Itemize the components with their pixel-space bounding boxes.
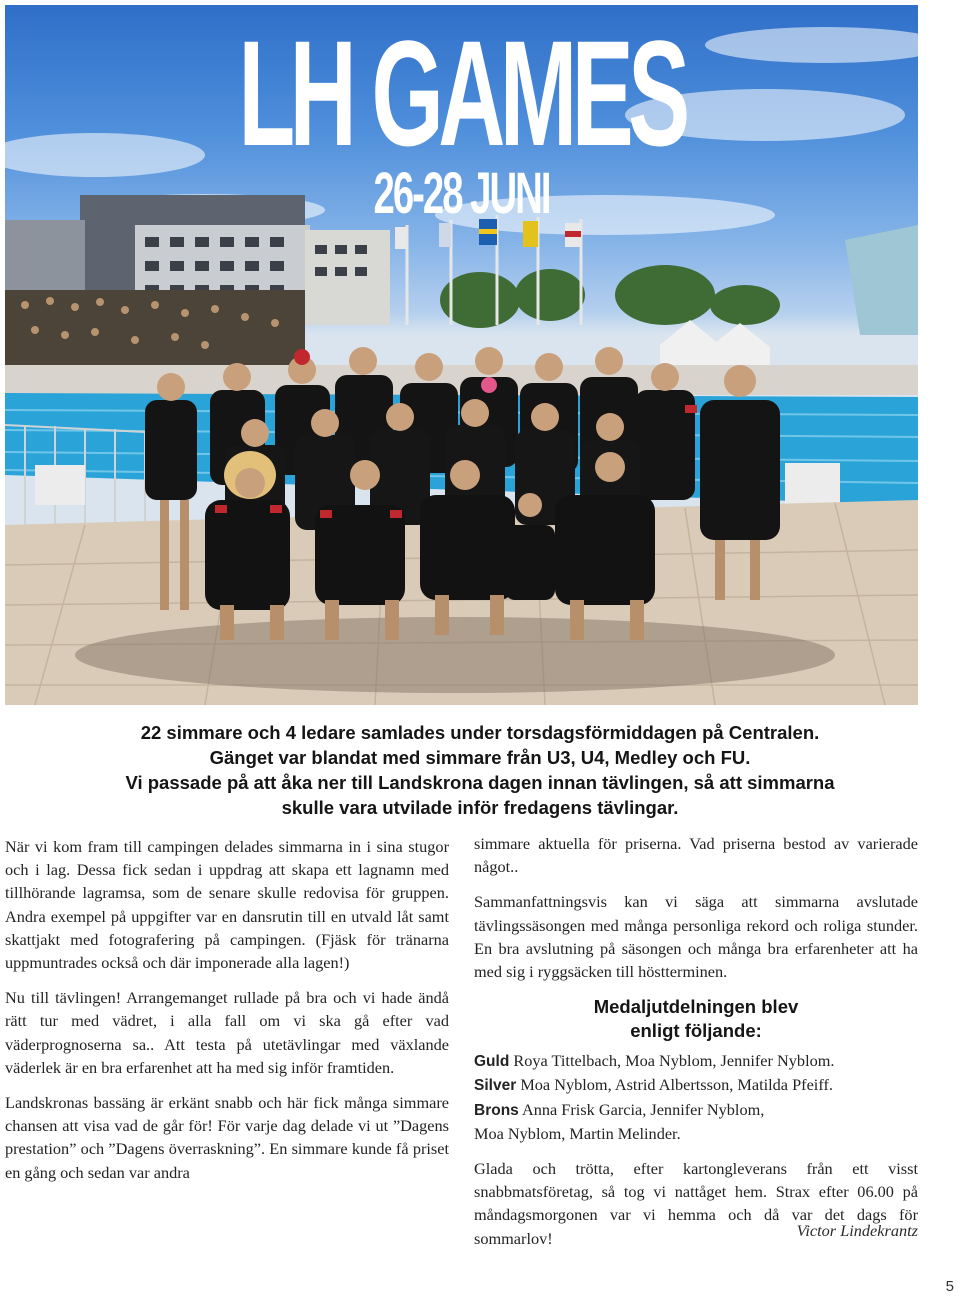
medal-names-bronze: Anna Frisk Garcia, Jennifer Nyblom,: [521, 1099, 765, 1119]
medal-names-silver: Moa Nyblom, Astrid Albertsson, Matilda Pfeiff.: [520, 1075, 833, 1095]
lane-block-7: [785, 463, 840, 505]
lead-line: skulle vara utvilade inför fredagens tävlingar.: [281, 797, 679, 818]
trees: [440, 265, 780, 328]
lead-line: Gänget var blandat med simmare från U3, U4, Medley och FU.: [209, 747, 751, 768]
closing-paragraph: Glada och trötta, efter kartongleverans från ett visst snabbmatsföretag, så tog vi nattåget hem. Strax efter 06.00 på måndagsmorgonen var vi hemma och då var det dags för sommarlov!: [474, 1159, 918, 1248]
body-paragraph: Landskronas bassäng är erkänt snabb och här fick många simmare chansen att visa vad de går för! För varje dag delade vi ut ”Dagens prestation” och ”Dagens överraskning”. En simmare kunde få priset en gång och sedan var andra: [5, 1093, 449, 1182]
body-paragraph: Nu till tävlingen! Arrangemanget rullade på bra och vi hade ändå rätt tur med vädret, i alla fall om vi ska gå efter vad väderprognoserna sa.. Att testa på utetävlingar med växlande väderlek är en bra erfarenhet att ha med sig inför framtiden.: [5, 988, 449, 1077]
group-shadow: [75, 617, 835, 693]
body-paragraph: När vi kom fram till campingen delades simmarna in i sina stugor och i lag. Dessa fick sedan i uppdrag att skapa ett lagnamn med tillhörande lagramsa, som de senare skulle redovisa för gruppen. Andra exempel på uppgifter var en dansrutin till en utvald låt samt skattjakt med fotografering på campingen. (Fjäsk för tränarna uppmuntrades också och där imponerade alla lagen!): [5, 837, 449, 973]
hero-date: 26-28 JUNI: [373, 161, 550, 226]
medal-names-gold: Roya Tittelbach, Moa Nyblom, Jennifer Nyblom.: [513, 1051, 835, 1071]
medal-row-bronze: [474, 1098, 918, 1122]
medal-heading: [474, 995, 918, 1043]
lead-line: 22 simmare och 4 ledare samlades under torsdagsförmiddagen på Centralen.: [140, 722, 820, 743]
body-paragraph: simmare aktuella för priserna. Vad priserna bestod av varierade något..: [474, 834, 918, 877]
team-photo: [5, 5, 918, 705]
hero-title: LH GAMES: [238, 9, 685, 177]
medal-list: [474, 1049, 918, 1145]
author-signature: Victor Lindekrantz: [796, 1221, 918, 1240]
medal-label-silver: Silver: [474, 1077, 517, 1095]
left-column: [5, 835, 449, 1184]
body-paragraph: Sammanfattningsvis kan vi säga att simmarna avslutade tävlingssäsongen med många personliga rekord och roliga stunder. En bra avslutning på säsongen och många bra erfarenheter att ha med sig i ryggsäcken till höstterminen.: [474, 892, 918, 982]
lane-block-4: [35, 465, 85, 505]
medal-label-bronze: Brons: [474, 1101, 519, 1119]
medal-heading-line: enligt följande:: [630, 1020, 762, 1042]
right-column: [474, 832, 918, 1250]
medal-label-gold: Guld: [474, 1053, 510, 1071]
page-number: 5: [945, 1278, 954, 1295]
medal-row-gold: [474, 1049, 918, 1073]
lead-paragraph: [0, 720, 960, 820]
medal-row-silver: [474, 1073, 918, 1097]
medal-heading-line: Medaljutdelningen blev: [593, 996, 799, 1018]
lead-line: Vi passade på att åka ner till Landskrona dagen innan tävlingen, så att simmarna: [125, 772, 835, 793]
glass-building: [845, 225, 918, 335]
medal-row-bronze-continued: Moa Nyblom, Martin Melinder.: [474, 1123, 681, 1143]
tents: [660, 320, 770, 370]
